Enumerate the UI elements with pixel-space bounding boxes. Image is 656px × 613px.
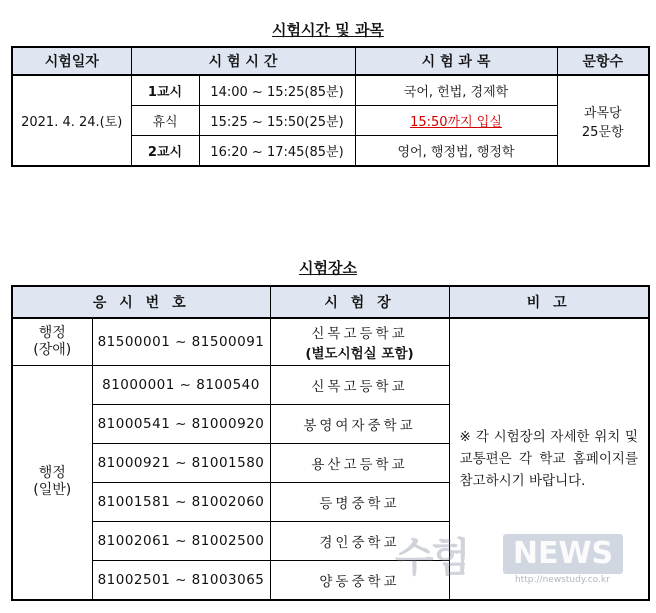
schedule-header-row [12,47,649,75]
header-number: 응 시 번 호 [12,286,270,318]
watermark-url: http://newstudy.co.kr [515,575,610,585]
group-disabled-line2: (장애) [33,342,72,358]
venue-school: 등명중학교 [270,483,449,522]
venue-school: 양동중학교 [270,561,449,600]
venue-school-name: 신목고등학교 [311,326,408,342]
venue-school: 용산고등학교 [270,444,449,483]
period-label: 2교시 [131,136,199,167]
period-label: 1교시 [131,75,199,106]
group-general [12,366,92,600]
number-range: 81000921 ~ 81001580 [92,444,270,483]
header-count: 문항수 [557,47,649,75]
entry-deadline [355,106,557,136]
venue-row [12,318,649,366]
number-range: 81000001 ~ 8100540 [92,366,270,405]
group-disabled-line1: 행정 [38,325,66,341]
period-subject: 영어, 행정법, 행정학 [355,136,557,167]
exam-date: 2021. 4. 24.(토) [12,75,131,166]
question-count [557,75,649,166]
watermark-logo: 수험 [395,535,469,581]
venues-title: 시험장소 [299,259,357,277]
venue-school-sub: (별도시험실 포함) [305,346,414,362]
header-subject: 시 험 과 목 [355,47,557,75]
period-time: 14:00 ~ 15:25(85분) [199,75,355,106]
header-note: 비 고 [449,286,649,318]
period-time: 15:25 ~ 15:50(25분) [199,106,355,136]
venue-school: 신목고등학교 [270,366,449,405]
group-general-line1: 행정 [38,465,66,482]
number-range: 81000541 ~ 81000920 [92,405,270,444]
schedule-table [11,46,650,167]
venue-school: 경인중학교 [270,522,449,561]
header-time: 시 험 시 간 [131,47,355,75]
period-subject: 국어, 헌법, 경제학 [355,75,557,106]
header-venue: 시 험 장 [270,286,449,318]
venue-school: 봉영여자중학교 [270,405,449,444]
number-range: 81001581 ~ 81002060 [92,483,270,522]
schedule-title: 시험시간 및 과목 [272,21,384,39]
question-count-line1: 과목당 [583,105,622,121]
period-label: 휴식 [131,106,199,136]
entry-deadline-text: 15:50까지 입실 [410,115,502,130]
number-range: 81500001 ~ 81500091 [92,318,270,366]
number-range: 81002061 ~ 81002500 [92,522,270,561]
question-count-line2: 25문항 [581,124,624,140]
venue-school [270,318,449,366]
venues-header-row [12,286,649,318]
header-date: 시험일자 [12,47,131,75]
number-range: 81002501 ~ 81003065 [92,561,270,600]
schedule-row [12,75,649,106]
venue-note: ※ 각 시험장의 자세한 위치 및 교통편은 각 학교 홈페이지를 참고하시기 바랍니다. [449,318,649,600]
group-disabled [12,318,92,366]
period-time: 16:20 ~ 17:45(85분) [199,136,355,167]
group-general-line2: (일반) [33,482,72,499]
watermark-brand: NEWS [503,534,623,574]
venues-table [11,285,650,601]
